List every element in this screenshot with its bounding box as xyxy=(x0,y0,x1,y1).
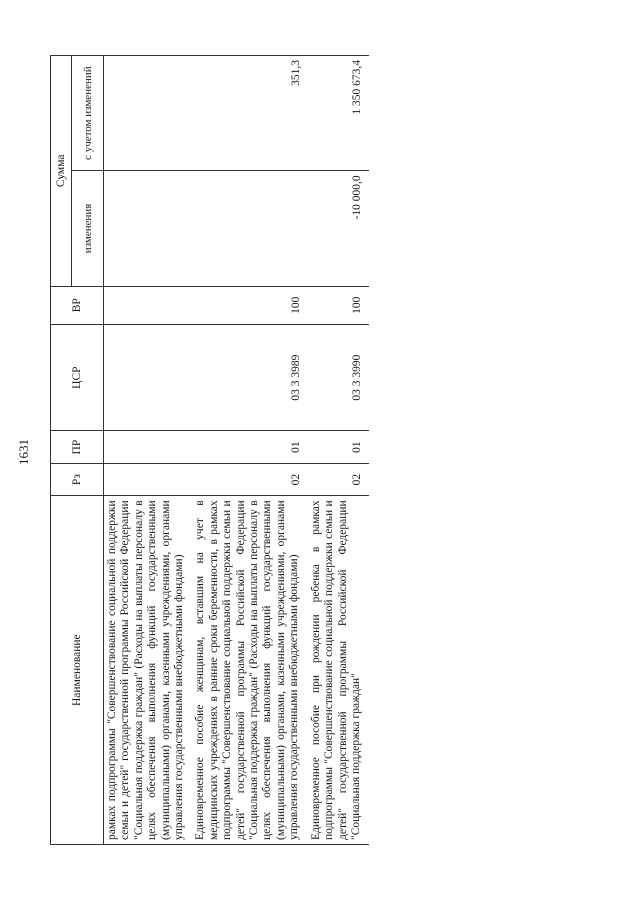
header-vr: ВР xyxy=(51,286,104,324)
row-csr: 03 3 3989 xyxy=(192,324,307,430)
row-pr: 01 xyxy=(192,431,307,464)
header-csr: ЦСР xyxy=(51,324,104,430)
page-number: 1631 xyxy=(16,439,31,465)
table-row xyxy=(308,56,370,845)
row-change xyxy=(104,171,193,286)
row-total xyxy=(104,56,193,171)
header-with-change: с учетом изменений xyxy=(72,56,104,171)
row-name: Единовременное пособие женщинам, вставшим на учет в медицинских учреждениях в ранние сроки беременности, в рамках подпрограммы "Совершенствование социальной поддержки семьи и детей" государственной программы Российской Федерации "Социальная поддержка граждан" (Расходы на выплаты персоналу в целях обеспечения выполнения функций государственными (муниципальными) органами, казенными учреждениями, органами управления государственными внебюджетными фондами) xyxy=(192,496,307,845)
row-rz: 02 xyxy=(192,463,307,496)
row-pr: 01 xyxy=(308,431,370,464)
row-name: рамках подпрограммы "Совершенствование социальной поддержки семьи и детей" государственной программы Российской Федерации "Социальная поддержка граждан" (Расходы на выплаты персоналу в целях обеспечения выполнения функций государственными (муниципальными) органами, казенными учреждениями, органами управления государственными внебюджетными фондами) xyxy=(104,496,193,845)
row-name: Единовременное пособие при рождении ребенка в рамках подпрограммы "Совершенствование социальной поддержки семьи и детей" государственной программы Российской Федерации "Социальная поддержка граждан" xyxy=(308,496,370,845)
row-csr: 03 3 3990 xyxy=(308,324,370,430)
table-row xyxy=(104,56,193,845)
header-name: Наименование xyxy=(51,496,104,845)
row-pr xyxy=(104,431,193,464)
row-rz xyxy=(104,463,193,496)
row-csr xyxy=(104,324,193,430)
table-row xyxy=(192,56,307,845)
row-change xyxy=(192,171,307,286)
row-vr: 100 xyxy=(192,286,307,324)
row-vr: 100 xyxy=(308,286,370,324)
header-change: изменения xyxy=(72,171,104,286)
row-rz: 02 xyxy=(308,463,370,496)
table-header xyxy=(51,56,104,845)
table-body xyxy=(104,56,370,845)
header-sum: Сумма xyxy=(51,56,72,287)
row-vr xyxy=(104,286,193,324)
document-page xyxy=(50,55,610,845)
header-rz: Рз xyxy=(51,463,104,496)
row-change: -10 000,0 xyxy=(308,171,370,286)
row-total: 1 350 673,4 xyxy=(308,56,370,171)
header-pr: ПР xyxy=(51,431,104,464)
budget-table xyxy=(50,55,369,845)
row-total: 351,3 xyxy=(192,56,307,171)
